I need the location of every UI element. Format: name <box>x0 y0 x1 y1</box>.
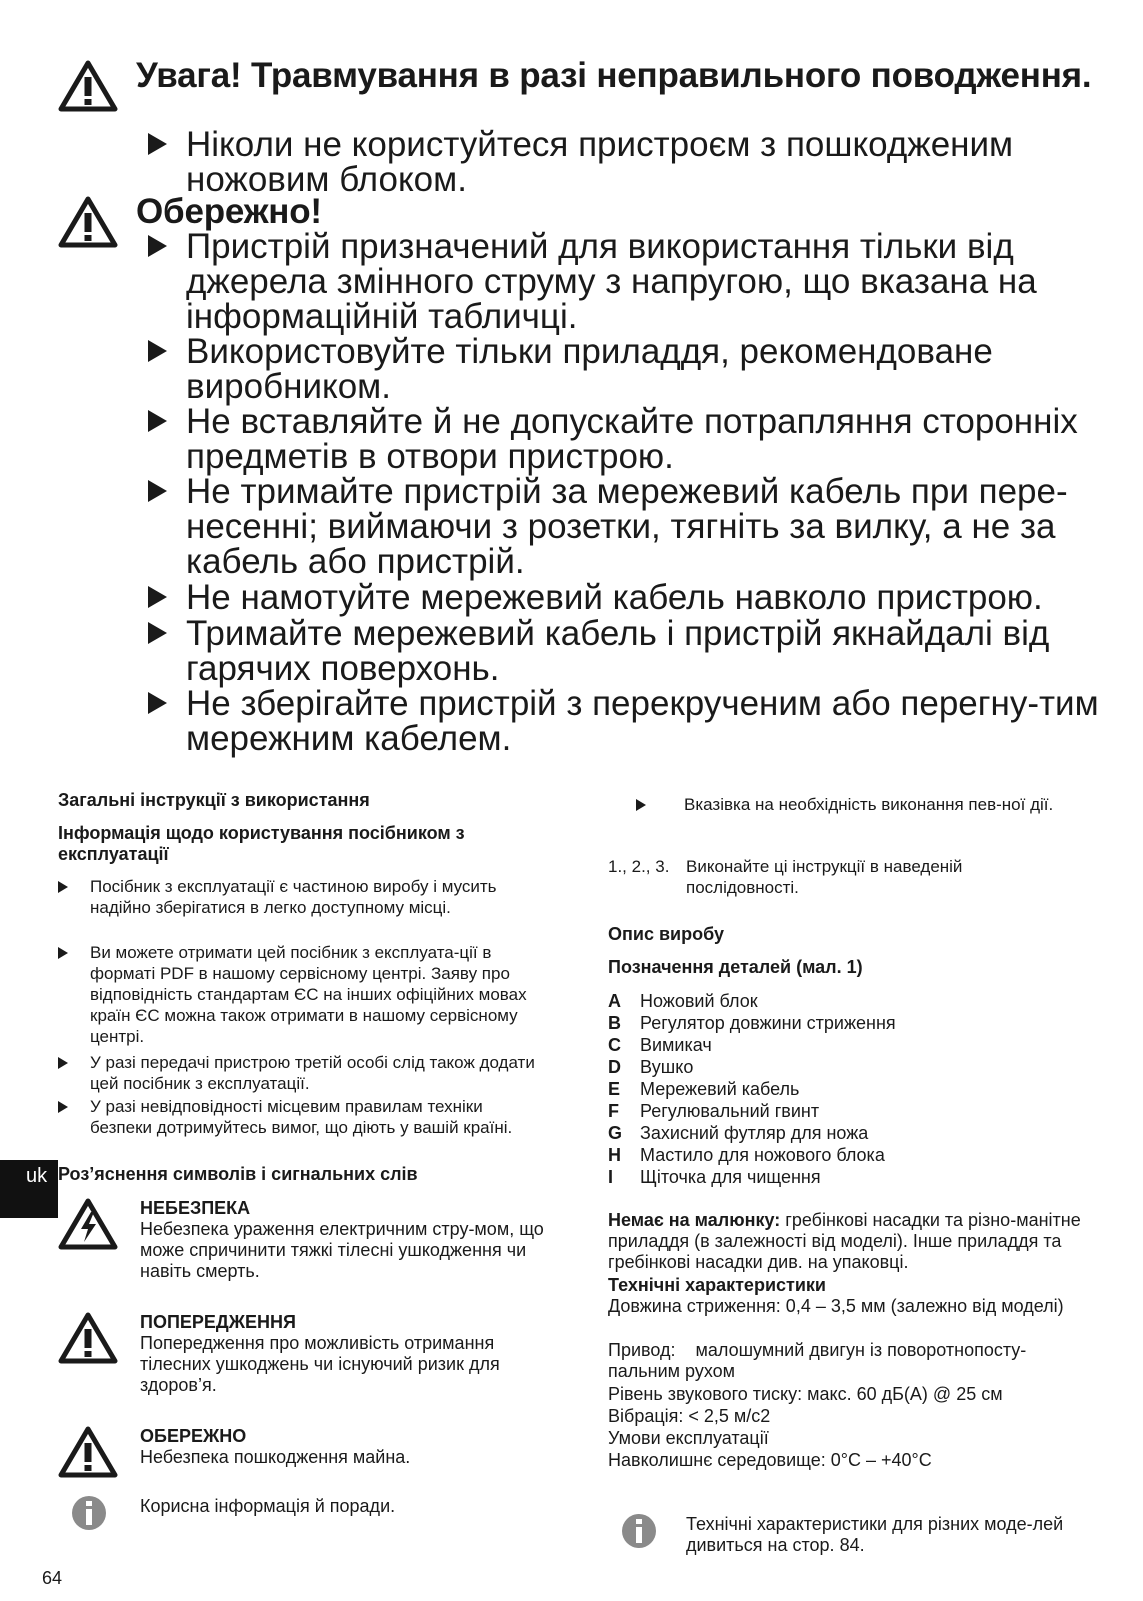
caution-heading: Обережно! <box>136 192 322 231</box>
bullet-arrow-icon <box>58 1101 68 1113</box>
list-item: C Вимикач <box>608 1035 712 1055</box>
list-item: У разі передачі пристрою третій особі слід також додати цей посібник з експлуатації. <box>58 1052 548 1094</box>
caution-item: Тримайте мережевий кабель і пристрій якнайдалі від гарячих поверхонь. <box>148 616 1108 686</box>
symbol-title: ОБЕРЕЖНО <box>140 1426 247 1446</box>
language-tab: uk <box>0 1160 58 1218</box>
general-instructions-heading: Загальні інструкції з використання <box>58 790 370 810</box>
warning-heading: Увага! Травмування в разі неправильного поводження. <box>136 56 1092 95</box>
caution-item: Не тримайте пристрій за мережевий кабель при пере-несенні; виймаючи з розетки, тягніть за вилку, а не за кабель або пристрій. <box>148 474 1108 579</box>
list-item: F Регулювальний гвинт <box>608 1101 820 1121</box>
bullet-arrow-icon <box>148 133 167 155</box>
steps-label: 1., 2., 3. <box>608 857 670 876</box>
info-icon <box>70 1494 108 1532</box>
symbol-title: ПОПЕРЕДЖЕННЯ <box>140 1312 296 1332</box>
caution-item: Пристрій призначений для використання тільки від джерела змінного струму з напругою, що вказана на інформаційній табличці. <box>148 229 1108 334</box>
tech-note: Технічні характеристики для різних моде-лей дивиться на стор. 84. <box>686 1514 1064 1555</box>
caution-item: Не намотуйте мережевий кабель навколо пристрою. <box>148 580 1108 615</box>
list-item: Посібник з експлуатації є частиною виробу і мусить надійно зберігатися в легко доступному місці. <box>58 876 548 918</box>
bullet-arrow-icon <box>148 410 167 432</box>
warning-icon <box>58 1426 118 1478</box>
caution-item: Не зберігайте пристрій з перекрученим або перегну-тим мережним кабелем. <box>148 686 1108 756</box>
bullet-arrow-icon <box>148 340 167 362</box>
bullet-arrow-icon <box>58 947 68 959</box>
bullet-arrow-icon <box>148 480 167 502</box>
steps-text: Виконайте ці інструкції в наведеній послідовності. <box>686 857 963 897</box>
symbol-description: Небезпека ураження електричним стру-мом, що може спричинити тяжкі тілесні ушкодження чи навіть смерть. <box>140 1219 544 1281</box>
product-description-heading: Опис виробу <box>608 924 724 944</box>
warning-icon <box>58 196 118 248</box>
bullet-arrow-icon <box>148 586 167 608</box>
spec-line: Навколишнє середовище: 0°C – +40°C <box>608 1450 932 1470</box>
spec-line: Довжина стриження: 0,4 – 3,5 мм (залежно від моделі) <box>608 1296 1064 1316</box>
list-item: I Щіточка для чищення <box>608 1167 821 1187</box>
warning-item: Ніколи не користуйтеся пристроєм з пошкодженим ножовим блоком. <box>148 127 1108 197</box>
symbol-description: Попередження про можливість отримання тілесних ушкоджень чи існуючий ризик для здоров’я. <box>140 1333 500 1395</box>
electric-hazard-icon <box>58 1198 118 1250</box>
bullet-arrow-icon <box>58 881 68 893</box>
symbol-description: Небезпека пошкодження майна. <box>140 1447 411 1467</box>
list-item: H Мастило для ножового блока <box>608 1145 885 1165</box>
list-item: A Ножовий блок <box>608 991 758 1011</box>
symbols-heading: Роз’яснення символів і сигнальних слів <box>58 1164 418 1184</box>
spec-line: Вібрація: < 2,5 м/с2 <box>608 1406 771 1426</box>
symbol-title: НЕБЕЗПЕКА <box>140 1198 251 1218</box>
list-item: D Вушко <box>608 1057 694 1077</box>
action-hint: Вказівка на необхідність виконання пев-ної дії. <box>636 794 1096 815</box>
list-item: B Регулятор довжини стриження <box>608 1013 896 1033</box>
spec-line: Привод: малошумний двигун із поворотнопосту-пальним рухом <box>608 1340 1027 1381</box>
bullet-arrow-icon <box>58 1057 68 1069</box>
manual-info-heading: Інформація щодо користування посібником з експлуатації <box>58 823 465 864</box>
bullet-arrow-icon <box>636 799 646 811</box>
bullet-arrow-icon <box>148 692 167 714</box>
list-item: Ви можете отримати цей посібник з експлуата-ції в форматі PDF в нашому сервісному центрі. Заяву про відповідність стандартам ЄС на інших офіційних мовах країн ЄС можна також отримати в нашому сервісному центрі. <box>58 942 548 1047</box>
info-icon <box>620 1512 658 1550</box>
technical-specs-heading: Технічні характеристики <box>608 1275 826 1295</box>
bullet-arrow-icon <box>148 622 167 644</box>
not-shown-note: Немає на малюнку: гребінкові насадки та різно-манітне приладдя (в залежності від моделі). Інше приладдя та гребінкові насадки див. на упаковці. <box>608 1210 1081 1272</box>
list-item: У разі невідповідності місцевим правилам техніки безпеки дотримуйтесь вимог, що діють у вашій країні. <box>58 1096 548 1138</box>
page-number: 64 <box>42 1568 63 1588</box>
list-item: E Мережевий кабель <box>608 1079 800 1099</box>
list-item: G Захисний футляр для ножа <box>608 1123 869 1143</box>
caution-item: Не вставляйте й не допускайте потрапляння сторонніх предметів в отвори пристрою. <box>148 404 1108 474</box>
warning-icon <box>58 60 118 112</box>
symbol-description: Корисна інформація й поради. <box>140 1496 396 1516</box>
parts-heading: Позначення деталей (мал. 1) <box>608 957 863 977</box>
caution-item: Використовуйте тільки приладдя, рекомендоване виробником. <box>148 334 1108 404</box>
spec-line: Рівень звукового тиску: макс. 60 дБ(А) @ 25 см <box>608 1384 1003 1404</box>
spec-line: Умови експлуатації <box>608 1428 769 1448</box>
bullet-arrow-icon <box>148 235 167 257</box>
warning-icon <box>58 1312 118 1364</box>
